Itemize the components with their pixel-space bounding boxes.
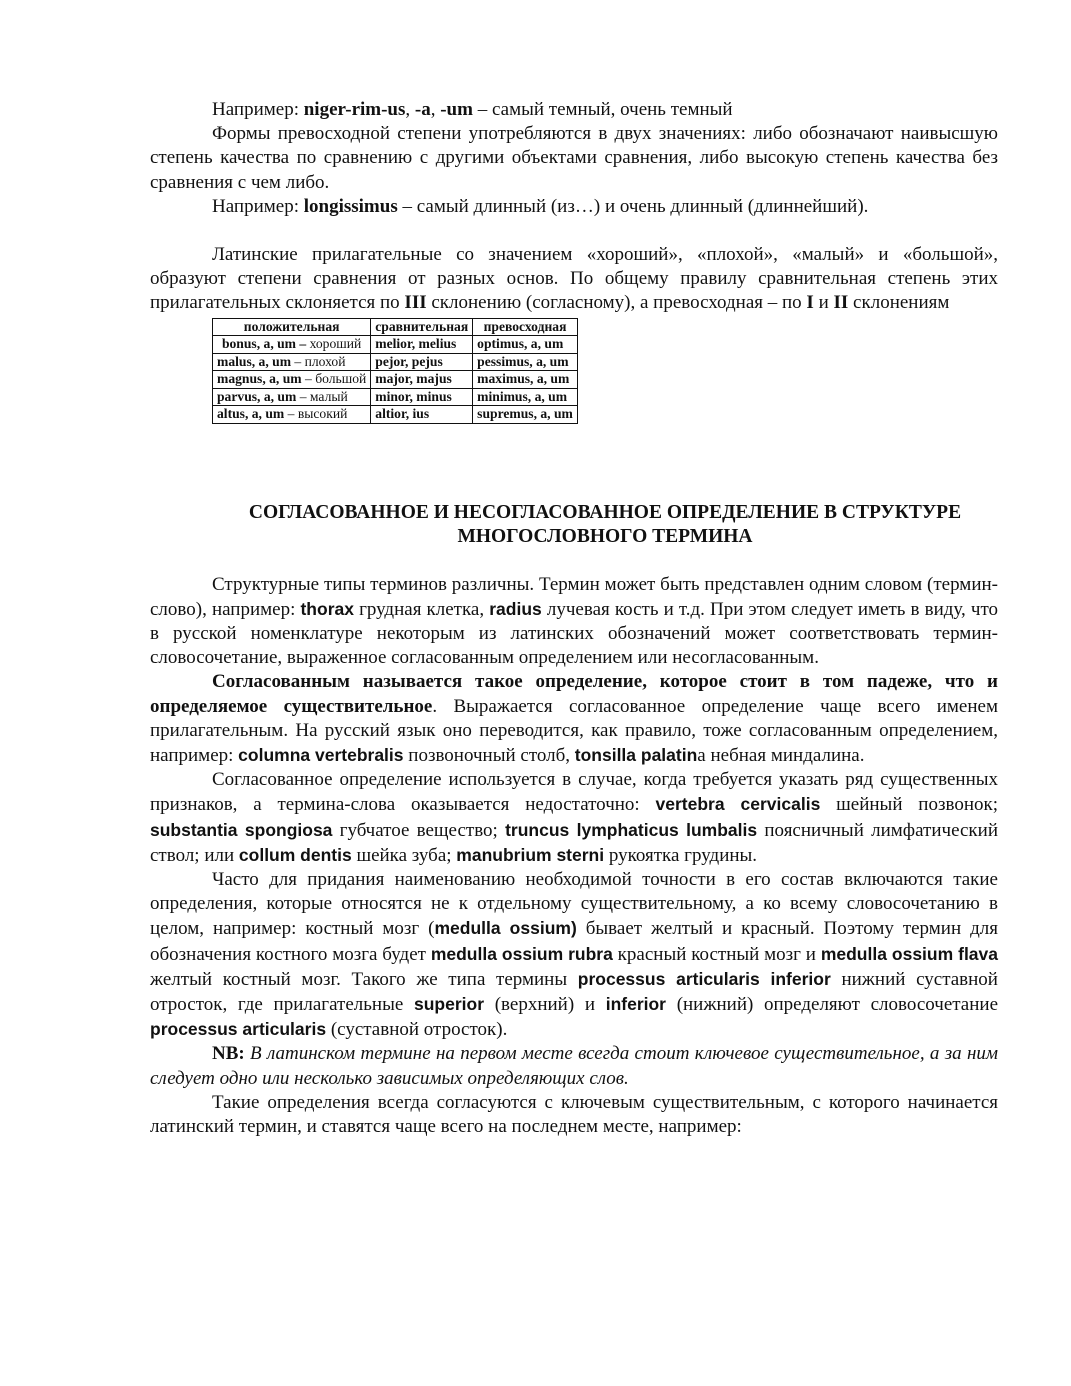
header-positive: положительная [213,318,371,336]
table-row: malus, a, um – плохой pejor, pejus pessimus, a, um [213,353,578,371]
paragraph-structural-types: Структурные типы терминов различны. Термин может быть представлен одним словом (термин-слово), например: thorax грудная клетка, radius лучевая кость и т.д. При этом следует иметь в виду, что в русской номенклатуре некоторым из латинских обозначений может соответствовать термин-словосочетание, выраженное согласованным определением или несогласованным. [150,573,998,669]
paragraph-medulla: Часто для придания наименованию необходимой точности в его состав включаются такие определения, которые относятся не к отдельному существительному, а ко всему словосочетанию в целом, например: костный мозг (medulla ossium) бывает желтый и красный. Поэтому термин для обозначения костного мозга будет medulla ossium rubra красный костный мозг и medulla ossium flava желтый костный мозг. Такого же типа термины processus articularis inferior нижний суставной отросток, где прилагательные superior (верхний) и inferior (нижний) определяют словосочетание processus articularis (суставной отросток). [150,869,999,1041]
paragraph-agreed-definition: Согласованным называется такое определение, которое стоит в том падеже, что и определяемое существительное. Выражается согласованное определение чаще всего именем прилагательным. На русский язык оно переводится, как правило, тоже согласованным определением, например: columna vertebralis позвоночный столб, tonsilla palatinа небная миндалина. [150,671,998,767]
table-header-row [213,318,578,336]
paragraph-irregular: Латинские прилагательные со значением «хороший», «плохой», «малый» и «большой», образуют степени сравнения от разных основ. По общему правилу сравнительная степень этих прилагательных склоняется по III склонению (согласному), а превосходная – по I и II склонениям [150,244,998,314]
comparison-table [212,318,578,424]
paragraph-superlative: Формы превосходной степени употребляются в двух значениях: либо обозначают наивысшую степень качества по сравнению с другими объектами сравнения, либо высокую степень качества без сравнения с чем либо. [150,123,998,193]
table-row: parvus, a, um – малый minor, minus minimus, a, um [213,388,578,406]
example-longissimus: Например: longissimus – самый длинный (из…) и очень длинный (длиннейший). [212,195,869,217]
nb-note: NB: В латинском термине на первом месте всегда стоит ключевое существительное, а за ним следует одно или несколько зависимых определяющих слов. [150,1043,998,1089]
table-row: magnus, a, um – большой major, majus maximus, a, um [213,371,578,389]
table-row: bonus, a, um – хороший melior, melius optimus, a, um [213,336,578,354]
section-heading: СОГЛАСОВАННОЕ И НЕСОГЛАСОВАННОЕ ОПРЕДЕЛЕНИЕ В СТРУКТУРЕ МНОГОСЛОВНОГО ТЕРМИНА [248,501,962,547]
paragraph-agreed-usage: Согласованное определение используется в случае, когда требуется указать ряд существенных признаков, а термина-слова оказывается недостаточно: vertebra cervicalis шейный позвонок; substantia spongiosa губчатое вещество; truncus lymphaticus lumbalis поясничный лимфатический ствол; или collum dentis шейка зуба; manubrium sterni рукоятка грудины. [150,769,998,866]
example-niger: Например: niger-rim-us, -a, -um – самый темный, очень темный [212,99,733,120]
document-page [150,98,998,1139]
table-row: altus, a, um – высокий altior, ius supremus, a, um [213,406,578,424]
paragraph-key-noun: Такие определения всегда согласуются с ключевым существительным, с которого начинается латинский термин, и ставятся чаще всего на последнем месте, например: [150,1091,998,1138]
header-comparative: сравнительная [371,318,473,336]
header-superlative: превосходная [473,318,578,336]
